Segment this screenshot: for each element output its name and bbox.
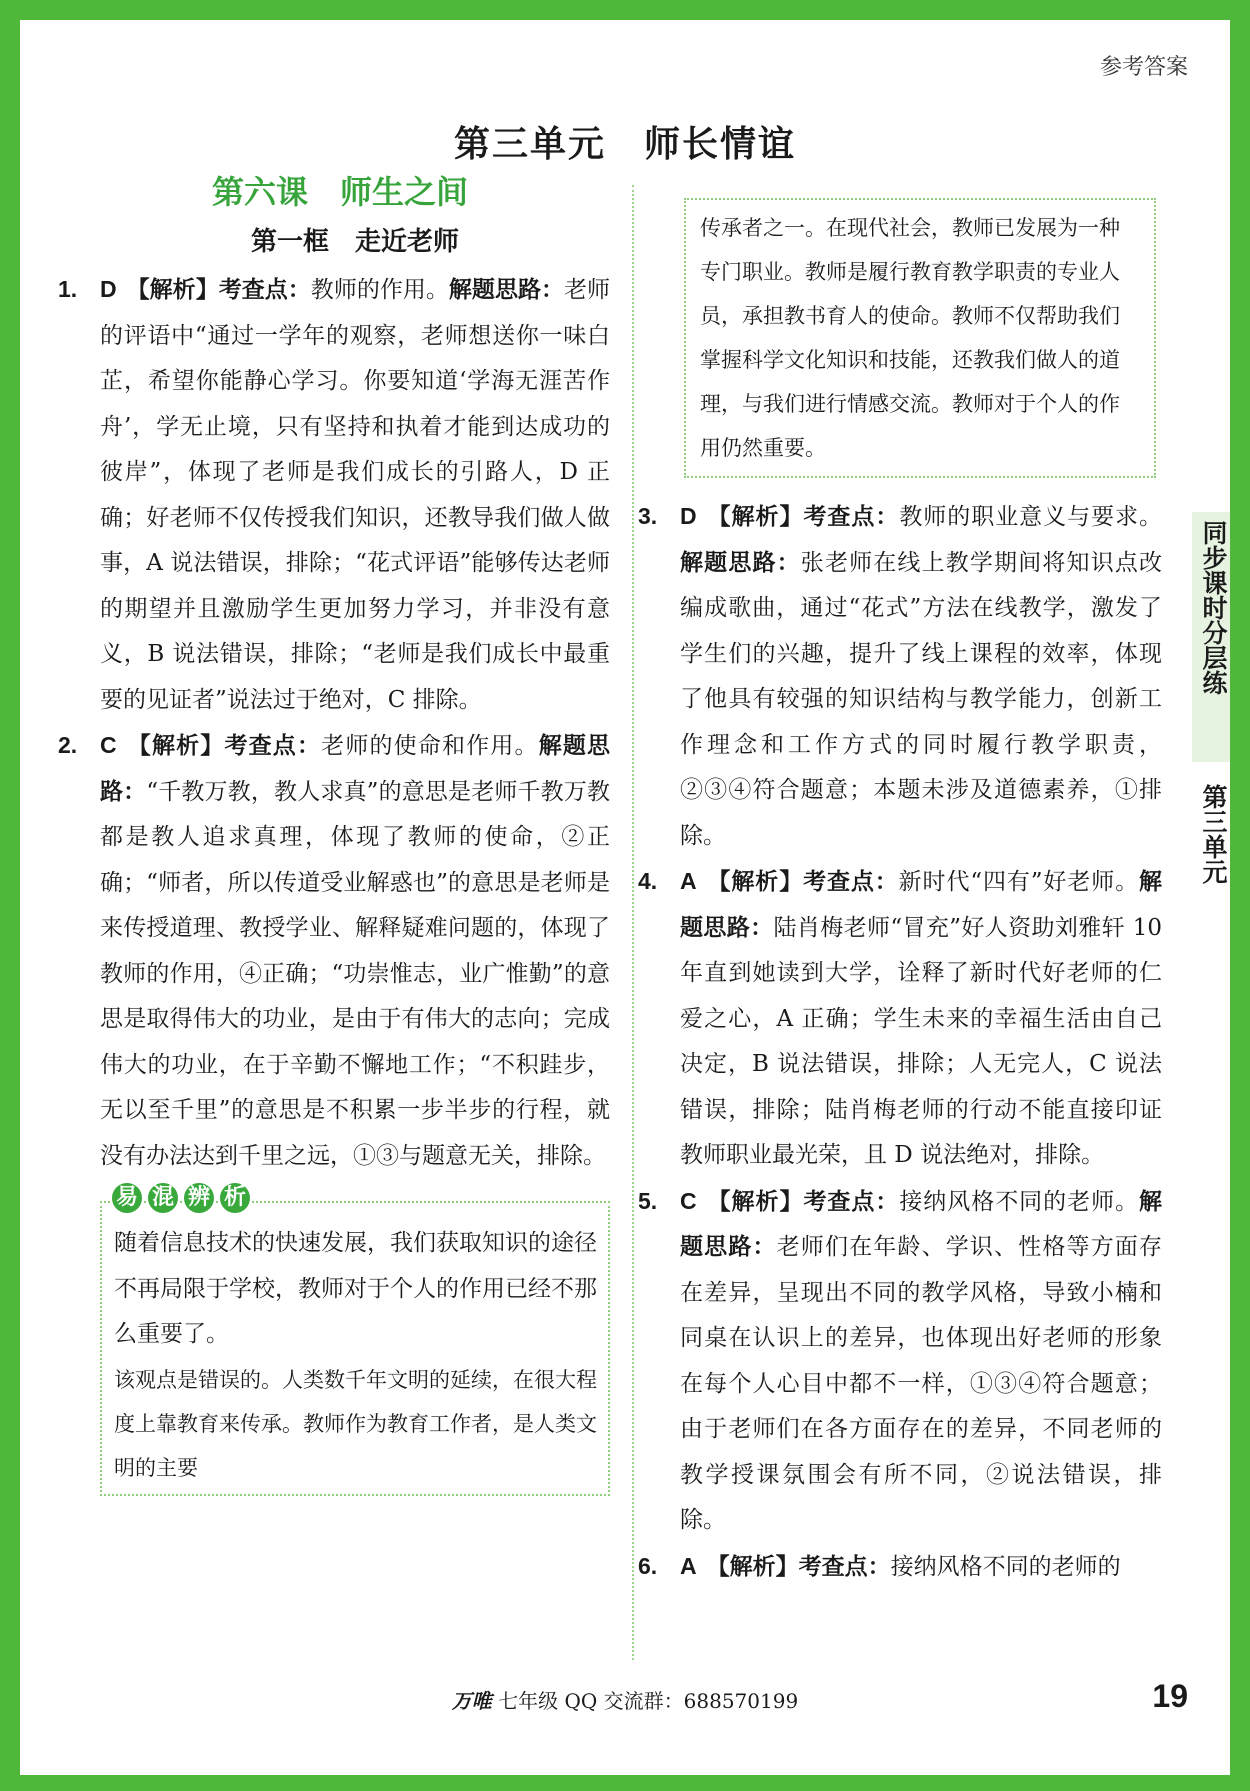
column-divider [632, 185, 634, 1660]
footer [0, 1685, 1250, 1714]
answer-item-2: 2. C 【解析】考查点：老师的使命和作用。解题思路：“千教万教，教人求真”的意思是老师千教万教都是教人追求真理，体现了教师的使命，②正确；“师者，所以传道受业解惑也”的意思是老师是来传授道理、教授学业、解释疑难问题的，体现了教师的作用，④正确；“功崇惟志，业广惟勤”的意思是取得伟大的功业，是由于有伟大的志向；完成伟大的功业，在于辛勤不懈地工作；“不积跬步，无以至千里”的意思是不积累一步半步的行程，就没有办法达到千里之远，①③与题意无关，排除。 [100, 723, 610, 1179]
answer-choice: A [680, 868, 697, 894]
answer-choice: C [100, 732, 117, 758]
side-tab-unit-label: 第三单元 [1199, 784, 1228, 884]
answer-item-3: 3. D 【解析】考查点：教师的职业意义与要求。解题思路：张老师在线上教学期间将知识点改编成歌曲，通过“花式”方法在线教学，激发了学生们的兴趣，提升了线上课程的效率，体现了他具有较强的知识结构与教学能力，创新工作理念和工作方式的同时履行教学职责，②③④符合题意；本题未涉及道德素养，①排除。 [680, 494, 1162, 859]
item-number: 6. [638, 1552, 658, 1579]
unit-title: 第三单元 师长情谊 [453, 124, 796, 165]
confusion-analysis-box [100, 1185, 610, 1496]
box-continuation: 传承者之一。在现代社会，教师已发展为一种专门职业。教师是履行教育教学职责的专业人员，承担教书育人的使命。教师不仅帮助我们掌握科学文化知识和技能，还教我们做人的道理，与我们进行情感交流。教师对于个人的作用仍然重要。 [684, 198, 1156, 478]
answer-choice: D [100, 276, 117, 302]
item-number: 3. [638, 503, 658, 529]
answer-choice: D [680, 503, 697, 529]
answer-item-6: 6. A 【解析】考查点：接纳风格不同的老师的 [680, 1544, 1162, 1591]
side-tab-practice-label: 同步课时分层练 [1199, 520, 1228, 695]
confusion-badge: 易 混 辨 析 [110, 1181, 252, 1215]
frame-title: 第一框 走近老师 [250, 226, 459, 257]
item-number: 5. [638, 1187, 658, 1214]
box-statement: 随着信息技术的快速发展，我们获取知识的途径不再局限于学校，教师对于个人的作用已经不那么重要了。 [114, 1230, 597, 1347]
answer-item-4: 4. A 【解析】考查点：新时代“四有”好老师。解题思路：陆肖梅老师“冒充”好人资助刘雅轩 10 年直到她读到大学，诠释了新时代好老师的仁爱之心，A 正确；学生未来的幸福生活由自己决定，B 说法错误，排除；人无完人，C 说法错误，排除；陆肖梅老师的行动不能直接印证教师职业最光荣，且 D 说法绝对，排除。 [680, 859, 1162, 1179]
lesson-title: 第六课 师生之间 [211, 173, 468, 211]
right-column [638, 198, 1163, 1590]
brand-logo: 万唯 [451, 1689, 492, 1713]
answer-item-1: 1. D 【解析】考查点：教师的作用。解题思路：老师的评语中“通过一学年的观察，老师想送你一味白芷，希望你能静心学习。你要知道‘学海无涯苦作舟’，学无止境，只有坚持和执着才能到达成功的彼岸”，体现了老师是我们成长的引路人，D 正确；好老师不仅传授我们知识，还教导我们做人做事，A 说法错误，排除；“花式评语”能够传达老师的期望并且激励学生更加努力学习，并非没有意义，B 说法错误，排除；“老师是我们成长中最重要的见证者”说法过于绝对，C 排除。 [100, 267, 610, 723]
item-number: 1. [58, 276, 78, 302]
answer-tag: 参考答案 [1099, 55, 1188, 80]
answer-item-5: 5. C 【解析】考查点：接纳风格不同的老师。解题思路：老师们在年龄、学识、性格等方面存在差异，呈现出不同的教学风格，导致小楠和同桌在认识上的差异，也体现出好老师的形象在每个人心目中都不一样，①③④符合题意；由于老师们在各方面存在的差异，不同老师的教学授课氛围会有所不同，②说法错误，排除。 [680, 1179, 1162, 1544]
page-number: 19 [1152, 1678, 1188, 1714]
answer-choice: A [680, 1552, 697, 1579]
item-number: 4. [638, 868, 658, 894]
footer-text: 七年级 QQ 交流群：688570199 [491, 1689, 799, 1713]
item-number: 2. [58, 732, 78, 758]
left-column [58, 170, 611, 1496]
answer-choice: C [680, 1187, 697, 1214]
box-analysis: 该观点是错误的。人类数千年文明的延续，在很大程度上靠教育来传承。教师作为教育工作者，是人类文明的主要 [114, 1367, 597, 1480]
